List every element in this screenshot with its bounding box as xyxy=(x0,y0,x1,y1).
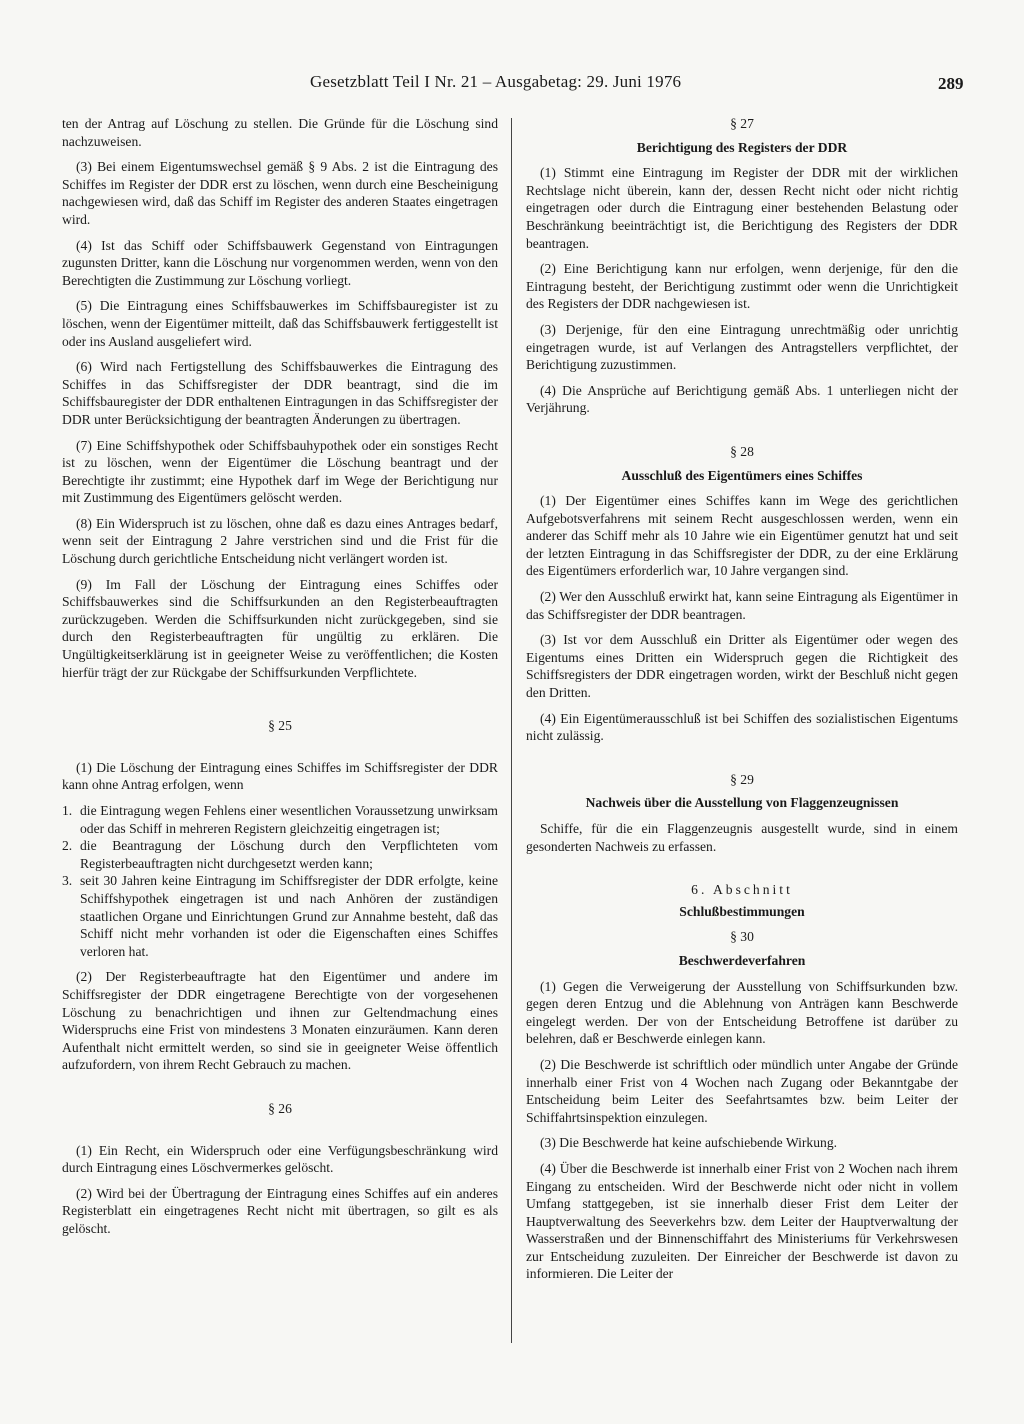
paragraph: (9) Im Fall der Löschung der Eintragung eines Schiffes oder Schiffsbauwerkes sind die Schiffsurkunden an den Registerbeauftragten zurückzugeben. Werden die Schiffsurkunden nicht zurückgegeben, sind sie durch den Registerbeauftragten für ungültig zu erklären. Die Ungültigkeitserklärung ist in geeigneter Weise zu veröffentlichen; die Kosten hierfür trägt der zur Rückgabe der Schiffsurkunden Verpflichtete. xyxy=(62,576,498,680)
paragraph: ten der Antrag auf Löschung zu stellen. Die Gründe für die Löschung sind nachzuweisen. xyxy=(62,116,498,149)
section-title-28: Ausschluß des Eigentümers eines Schiffes xyxy=(621,467,863,483)
paragraph: (1) Gegen die Verweigerung der Ausstellung von Schiffsurkunden bzw. gegen deren Entzug und die Ablehnung von Anträgen kann Beschwerde eingelegt werden. Der von der Entscheidung Betroffene ist darüber zu belehren, daß er Beschwerde einlegen kann. xyxy=(526,978,958,1047)
right-column xyxy=(526,115,958,1291)
list-item-text: seit 30 Jahren keine Eintragung im Schiffsregister der DDR erfolgte, keine Schiffshypothek eingetragen ist und nach Anhören der zuständigen staatlichen Organe und Einrichtungen Grund zur Annahme besteht, daß das Schiff nicht mehr vorhanden ist oder die Eigenschaften eines Schiffes verloren hat. xyxy=(80,873,498,959)
section-title-29: Nachweis über die Ausstellung von Flaggenzeugnissen xyxy=(585,795,899,811)
paragraph: (7) Eine Schiffshypothek oder Schiffsbauhypothek oder ein sonstiges Recht ist zu löschen, wenn der Eigentümer die Löschung beantragt und der Berechtigte ihr zustimmt; eine Hypothek darf im Wege der Berichtigung nur mit Zustimmung des Eigentümers gelöscht werden. xyxy=(62,437,498,506)
section-title-27: Berichtigung des Registers der DDR xyxy=(636,139,848,155)
chapter-heading: 6. Abschnitt xyxy=(691,882,793,898)
section-heading-30: § 30 xyxy=(730,929,754,945)
paragraph: (3) Derjenige, für den eine Eintragung unrechtmäßig oder unrichtig eingetragen wurde, ist auf Verlangen des Antragstellers verpflichtet, der Berichtigung zuzustimmen. xyxy=(526,321,958,373)
paragraph: (4) Ein Eigentümerausschluß ist bei Schiffen des sozialistischen Eigentums nicht zulässig. xyxy=(526,710,958,744)
paragraph: (2) Eine Berichtigung kann nur erfolgen, wenn derjenige, für den die Eintragung besteht, der Berichtigung zustimmt oder wenn die Unrichtigkeit des Registers der DDR nachgewiesen ist. xyxy=(526,261,958,312)
list-item xyxy=(62,837,498,872)
spacer xyxy=(526,863,958,881)
paragraph: (3) Ist vor dem Ausschluß ein Dritter als Eigentümer oder wegen des Eigentums eines Dritten ein Widerspruch gegen die Richtigkeit des Schiffsregisters der DDR eingetragen worden, wirkt der Beschluß nicht gegen den Dritten. xyxy=(526,632,958,701)
left-column xyxy=(62,115,498,1245)
condition-list xyxy=(62,802,498,960)
gazette-title: Gesetzblatt Teil I Nr. 21 – Ausgabetag: 29. Juni 1976 xyxy=(310,72,682,91)
paragraph: (5) Die Eintragung eines Schiffsbauwerkes im Schiffsbauregister ist zu löschen, wenn der Eigentümer mitteilt, daß das Schiffsbauwerk fertiggestellt ist oder ins Ausland ausgeliefert wird. xyxy=(62,298,498,349)
section-heading-26: § 26 xyxy=(268,1100,292,1116)
spacer xyxy=(526,753,958,771)
spacer xyxy=(62,689,498,717)
list-item xyxy=(62,872,498,960)
paragraph: (4) Ist das Schiff oder Schiffsbauwerk Gegenstand von Eintragungen zugunsten Dritter, kann die Löschung nur vorgenommen werden, wenn von den Berechtigten die Zustimmung zur Löschung vorliegt. xyxy=(62,237,498,288)
column-divider xyxy=(511,118,512,1343)
paragraph: (1) Der Eigentümer eines Schiffes kann im Wege des gerichtlichen Aufgebotsverfahrens mit seinem Recht ausgeschlossen werden, wenn ein anderer das Schiff mehr als 10 Jahre wie ein Eigentümer genutzt hat und seit der letzten Eintragung in das Schiffsregister der DDR, zu der eine Erklärung des Eigentümers erforderlich war, 10 Jahre vergangen sind. xyxy=(526,493,958,579)
paragraph: (2) Die Beschwerde ist schriftlich oder mündlich unter Angabe der Gründe innerhalb einer Frist von 4 Wochen nach Zugang oder Bekanntgabe der Entscheidung beim Leiter des Seefahrtsamtes bzw. beim Leiter der Schiffahrtsinspektion einzulegen. xyxy=(526,1056,958,1125)
paragraph: (2) Der Registerbeauftragte hat den Eigentümer und andere im Schiffsregister der DDR eingetragene Berechtigte von der vorgesehenen Löschung zu benachrichtigen und ihnen zur Geltendmachung eines Widerspruchs eine Frist von mindestens 3 Monaten einzuräumen. Kann deren Aufenthalt nicht ermittelt werden, so sind sie in geeigneter Weise öffentlich aufzufordern, von ihrem Recht Gebrauch zu machen. xyxy=(62,969,498,1073)
list-item xyxy=(62,802,498,837)
page-header xyxy=(0,72,1024,102)
spacer xyxy=(526,425,958,443)
section-title-30: Beschwerdeverfahren xyxy=(678,952,806,968)
paragraph: (2) Wird bei der Übertragung der Eintragung eines Schiffes auf ein anderes Registerblatt ein eingetragenes Recht nicht mit übertragen, so gilt es als gelöscht. xyxy=(62,1185,498,1236)
list-item-text: die Eintragung wegen Fehlens einer wesentlichen Voraussetzung unwirksam oder das Schiff in mehreren Registern gleichzeitig eingetragen ist; xyxy=(80,803,498,836)
section-heading-28: § 28 xyxy=(730,443,754,459)
spacer xyxy=(62,741,498,759)
paragraph: (4) Über die Beschwerde ist innerhalb einer Frist von 2 Wochen nach ihrem Eingang zu entscheiden. Wird der Beschwerde nicht oder nicht in vollem Umfang stattgegeben, ist sie innerhalb dieser Frist dem Leiter der Hauptverwaltung des Seeverkehrs bzw. dem Leiter der Hauptverwaltung der Wasserstraßen und der Binnenschiffahrt des Ministeriums für Verkehrswesen zur Entscheidung zuzuleiten. Der Einreicher der Beschwerde ist davon zu informieren. Die Leiter der xyxy=(526,1160,958,1282)
list-item-number: 3. xyxy=(62,873,73,889)
paragraph: (4) Die Ansprüche auf Berichtigung gemäß Abs. 1 unterliegen nicht der Verjährung. xyxy=(526,382,958,416)
paragraph: (2) Wer den Ausschluß erwirkt hat, kann seine Eintragung als Eigentümer in das Schiffsregister der DDR beantragen. xyxy=(526,589,958,622)
paragraph: (1) Ein Recht, ein Widerspruch oder eine Verfügungsbeschränkung wird durch Eintragung eines Löschvermerkes gelöscht. xyxy=(62,1142,498,1176)
paragraph: Schiffe, für die ein Flaggenzeugnis ausgestellt wurde, sind in einem gesonderten Nachweis zu erfassen. xyxy=(526,821,958,854)
section-heading-27: § 27 xyxy=(730,116,754,131)
paragraph: (1) Stimmt eine Eintragung im Register der DDR mit der wirklichen Rechtslage nicht überein, kann der, dessen Recht nicht oder nicht richtig eingetragen oder durch die Eintragung einer bestehenden Belastung oder Beschränkung beeinträchtigt ist, die Berichtigung des Registers der DDR beantragen. xyxy=(526,165,958,251)
list-item-number: 1. xyxy=(62,803,73,818)
spacer xyxy=(62,1124,498,1142)
paragraph: (1) Die Löschung der Eintragung eines Schiffes im Schiffsregister der DDR kann ohne Antrag erfolgen, wenn xyxy=(62,759,498,793)
list-item-number: 2. xyxy=(62,838,73,854)
paragraph: (6) Wird nach Fertigstellung des Schiffsbauwerkes die Eintragung des Schiffes in das Schiffsregister der DDR beantragt, sind die im Schiffsbauregister der DDR enthaltenen Eintragungen in das Schiffsregister der DDR unter Berücksichtigung der beantragten Änderungen zu übertragen. xyxy=(62,359,498,427)
spacer xyxy=(62,1082,498,1100)
section-heading-29: § 29 xyxy=(730,771,754,787)
section-heading-25: § 25 xyxy=(268,718,292,734)
list-item-text: die Beantragung der Löschung durch den Verpflichteten vom Registerbeauftragten nicht durchgesetzt werden kann; xyxy=(80,838,498,871)
paragraph: (8) Ein Widerspruch ist zu löschen, ohne daß es dazu eines Antrages bedarf, wenn seit der Eintragung 2 Jahre verstrichen sind und die Frist für die Löschung durch gerichtliche Entscheidung nicht verlängert worden ist. xyxy=(62,515,498,567)
page-number: 289 xyxy=(938,74,964,93)
paragraph: (3) Bei einem Eigentumswechsel gemäß § 9 Abs. 2 ist die Eintragung des Schiffes im Register der DDR erst zu löschen, wenn durch eine Bescheinigung nachgewiesen wird, daß das Schiff im Register des anderen Staates eingetragen wird. xyxy=(62,159,498,227)
paragraph: (3) Die Beschwerde hat keine aufschiebende Wirkung. xyxy=(540,1135,838,1151)
chapter-title: Schlußbestimmungen xyxy=(679,903,805,919)
